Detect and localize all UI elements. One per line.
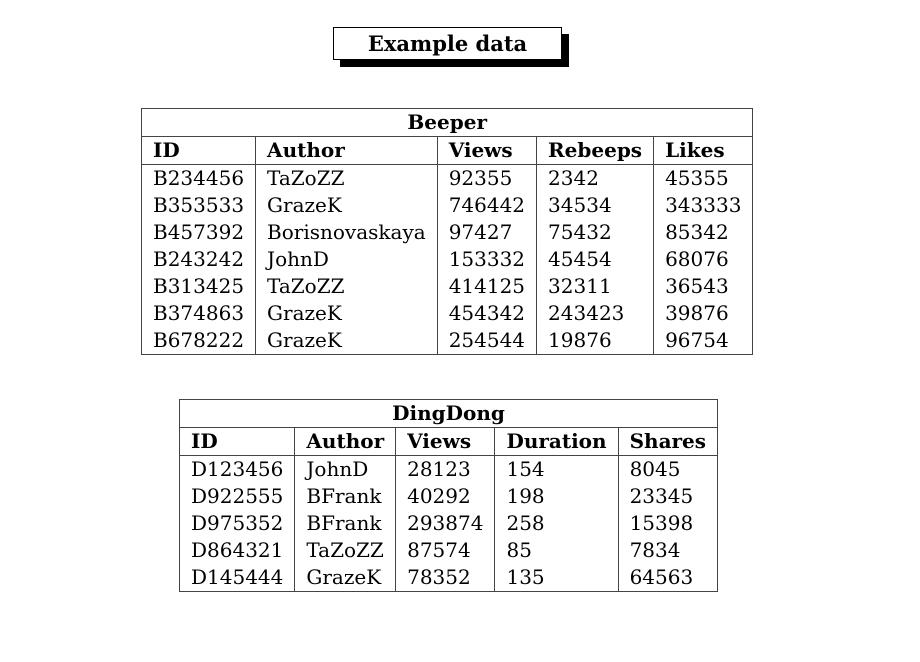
table-cell: GrazeK (256, 300, 438, 327)
table-cell: JohnD (295, 456, 396, 484)
table-cell: 15398 (618, 510, 717, 537)
table-header-row (180, 428, 718, 456)
table-cell: 85 (495, 537, 618, 564)
table-row (142, 192, 753, 219)
table-row (180, 564, 718, 592)
table-cell: 64563 (618, 564, 717, 592)
table-cell: D864321 (180, 537, 295, 564)
table-cell: 87574 (396, 537, 495, 564)
table-row (142, 219, 753, 246)
table-cell: 39876 (654, 300, 753, 327)
table-cell: 75432 (537, 219, 654, 246)
table-cell: B243242 (142, 246, 256, 273)
column-header: Likes (654, 137, 753, 165)
table-cell: 8045 (618, 456, 717, 484)
table-row (180, 537, 718, 564)
column-header: ID (180, 428, 295, 456)
column-header: Views (437, 137, 536, 165)
table-cell: 96754 (654, 327, 753, 355)
column-header: Views (396, 428, 495, 456)
column-header: Author (295, 428, 396, 456)
table-caption: DingDong (180, 400, 718, 428)
table-cell: 45355 (654, 165, 753, 193)
table-cell: B374863 (142, 300, 256, 327)
table-cell: GrazeK (256, 192, 438, 219)
table-cell: 92355 (437, 165, 536, 193)
table-row (142, 273, 753, 300)
table-cell: 198 (495, 483, 618, 510)
table-cell: B313425 (142, 273, 256, 300)
table-row (142, 246, 753, 273)
table-cell: 2342 (537, 165, 654, 193)
table-cell: 243423 (537, 300, 654, 327)
table-cell: 343333 (654, 192, 753, 219)
table-cell: B678222 (142, 327, 256, 355)
table-cell: 258 (495, 510, 618, 537)
table-row (142, 327, 753, 355)
table-cell: TaZoZZ (256, 273, 438, 300)
table-cell: TaZoZZ (256, 165, 438, 193)
table-row (180, 456, 718, 484)
table-cell: 414125 (437, 273, 536, 300)
column-header: Duration (495, 428, 618, 456)
table-row (142, 165, 753, 193)
table-row (142, 300, 753, 327)
table-cell: 23345 (618, 483, 717, 510)
table-cell: 7834 (618, 537, 717, 564)
table-cell: 97427 (437, 219, 536, 246)
table-cell: GrazeK (256, 327, 438, 355)
table-row (180, 483, 718, 510)
table-cell: GrazeK (295, 564, 396, 592)
table-caption: Beeper (142, 109, 753, 137)
dingdong-table (179, 399, 718, 592)
table-cell: 154 (495, 456, 618, 484)
table-cell: 34534 (537, 192, 654, 219)
table-cell: 28123 (396, 456, 495, 484)
table-cell: 254544 (437, 327, 536, 355)
column-header: Author (256, 137, 438, 165)
table-row (180, 510, 718, 537)
column-header: Shares (618, 428, 717, 456)
page-title: Example data (333, 27, 562, 60)
table-cell: 454342 (437, 300, 536, 327)
table-cell: 32311 (537, 273, 654, 300)
table-cell: 135 (495, 564, 618, 592)
beeper-table (141, 108, 753, 355)
table-cell: D123456 (180, 456, 295, 484)
table-cell: 36543 (654, 273, 753, 300)
table-cell: 85342 (654, 219, 753, 246)
table-cell: D975352 (180, 510, 295, 537)
table-cell: BFrank (295, 510, 396, 537)
table-cell: D922555 (180, 483, 295, 510)
table-cell: Borisnovaskaya (256, 219, 438, 246)
table-cell: JohnD (256, 246, 438, 273)
table-cell: 45454 (537, 246, 654, 273)
table-cell: D145444 (180, 564, 295, 592)
table-cell: 153332 (437, 246, 536, 273)
table-cell: BFrank (295, 483, 396, 510)
table-cell: 746442 (437, 192, 536, 219)
table-cell: 78352 (396, 564, 495, 592)
table-cell: B234456 (142, 165, 256, 193)
table-cell: 293874 (396, 510, 495, 537)
column-header: Rebeeps (537, 137, 654, 165)
table-header-row (142, 137, 753, 165)
column-header: ID (142, 137, 256, 165)
table-cell: 19876 (537, 327, 654, 355)
table-cell: TaZoZZ (295, 537, 396, 564)
table-cell: B353533 (142, 192, 256, 219)
table-cell: 68076 (654, 246, 753, 273)
table-cell: 40292 (396, 483, 495, 510)
table-cell: B457392 (142, 219, 256, 246)
